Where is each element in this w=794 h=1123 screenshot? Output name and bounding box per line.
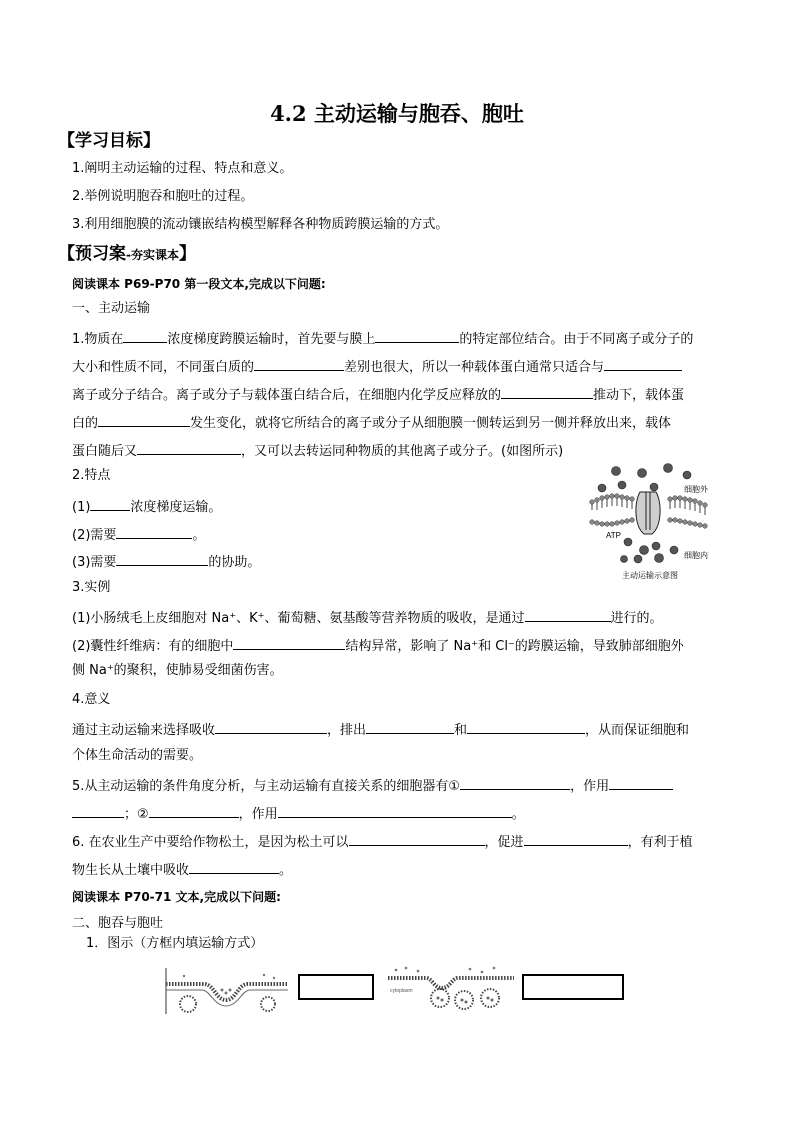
blank[interactable]: [116, 552, 208, 566]
objective-item-3: 3.利用细胞膜的流动镶嵌结构模型解释各种物质跨膜运输的方式。: [72, 217, 449, 232]
preview-heading: 【预习案-夯实课本】: [58, 244, 196, 264]
blank[interactable]: [375, 329, 459, 343]
q1-line-3: 离子或分子结合。离子或分子与载体蛋白结合后，在细胞内化学反应释放的 推动下，载体蛋: [72, 385, 684, 404]
figure-caption: 主动运输示意图: [622, 571, 678, 580]
page-title: 4.2 主动运输与胞吞、胞吐: [270, 101, 524, 126]
q3-title: 3.实例: [72, 580, 111, 595]
q5-line-2: ；② ，作用 。: [72, 804, 525, 823]
reading-instruction-1: 阅读课本 P69-P70 第一段文本,完成以下问题:: [72, 277, 326, 291]
q5-line-1: 5.从主动运输的条件角度分析，与主动运输有直接关系的细胞器有① ，作用: [72, 776, 673, 795]
q3-line-2: (2)囊性纤维病：有的细胞中 结构异常，影响了 Na⁺和 Cl⁻的跨膜运输，导致肺部细胞外: [72, 636, 684, 655]
blank[interactable]: [349, 832, 485, 846]
q1-line-5: 蛋白随后又 ，又可以去转运同种物质的其他离子或分子。(如图所示): [72, 441, 563, 460]
answer-box-endocytosis[interactable]: [298, 974, 374, 1000]
blank[interactable]: [254, 357, 344, 371]
q4-line-2: 个体生命活动的需要。: [72, 748, 203, 763]
figure-label-outside: 细胞外: [684, 485, 708, 494]
answer-box-exocytosis[interactable]: [522, 974, 624, 1000]
objective-item-1: 1.阐明主动运输的过程、特点和意义。: [72, 161, 293, 176]
q4-line-1: 通过主动运输来选择吸收 ，排出 和 ，从而保证细胞和: [72, 720, 689, 739]
q2-item-2: (2)需要 。: [72, 525, 205, 544]
q6-line-2: 物生长从土壤中吸收 。: [72, 860, 292, 879]
q1-line-4: 白的 发生变化，就将它所结合的离子或分子从细胞膜一侧转运到另一侧并释放出来，载体: [72, 413, 671, 432]
objective-item-2: 2.举例说明胞吞和胞吐的过程。: [72, 189, 254, 204]
blank[interactable]: [609, 776, 673, 790]
reading-instruction-2: 阅读课本 P70-71 文本,完成以下问题:: [72, 890, 281, 904]
section-active-transport: 一、主动运输: [72, 301, 151, 316]
figure-label-atp: ATP: [606, 531, 621, 540]
objectives-heading: 【学习目标】: [58, 131, 160, 151]
q2-item-1: (1) 浓度梯度运输。: [72, 497, 221, 516]
blank[interactable]: [460, 776, 570, 790]
q6-line-1: 6. 在农业生产中要给作物松土，是因为松土可以 ，促进 ，有利于植: [72, 832, 693, 851]
section-endo-exocytosis: 二、胞吞与胞吐: [72, 916, 164, 931]
blank[interactable]: [90, 497, 130, 511]
q2-item-3: (3)需要 的协助。: [72, 552, 260, 571]
blank[interactable]: [366, 720, 454, 734]
blank[interactable]: [189, 860, 279, 874]
blank[interactable]: [137, 441, 241, 455]
q1-line-2: 大小和性质不同，不同蛋白质的 差别也很大，所以一种载体蛋白通常只适合与: [72, 357, 682, 376]
blank[interactable]: [604, 357, 682, 371]
endocytosis-diagram: [164, 966, 290, 1016]
q1-line-1: 1.物质在 浓度梯度跨膜运输时，首先要与膜上 的特定部位结合。由于不同离子或分子的: [72, 329, 693, 348]
active-transport-diagram: [588, 462, 718, 586]
blank[interactable]: [215, 720, 327, 734]
exo-label: cytoplasm: [390, 988, 413, 994]
figure-label-inside: 细胞内: [684, 551, 708, 560]
blank[interactable]: [123, 329, 167, 343]
blank[interactable]: [72, 804, 124, 818]
blank[interactable]: [501, 385, 593, 399]
q4-title: 4.意义: [72, 692, 111, 707]
q3-line-1: (1)小肠绒毛上皮细胞对 Na⁺、K⁺、葡萄糖、氨基酸等营养物质的吸收，是通过 进行的。: [72, 608, 663, 627]
q2-title: 2.特点: [72, 468, 111, 483]
blank[interactable]: [278, 804, 512, 818]
blank[interactable]: [116, 525, 192, 539]
blank[interactable]: [98, 413, 190, 427]
blank[interactable]: [525, 608, 611, 622]
blank[interactable]: [149, 804, 239, 818]
blank[interactable]: [467, 720, 585, 734]
blank[interactable]: [233, 636, 345, 650]
exocytosis-diagram: [386, 964, 516, 1016]
q3-line-3: 侧 Na⁺的聚积，使肺易受细菌伤害。: [72, 663, 283, 678]
part2-item-1: 1．图示（方框内填运输方式）: [86, 936, 264, 951]
blank[interactable]: [524, 832, 628, 846]
